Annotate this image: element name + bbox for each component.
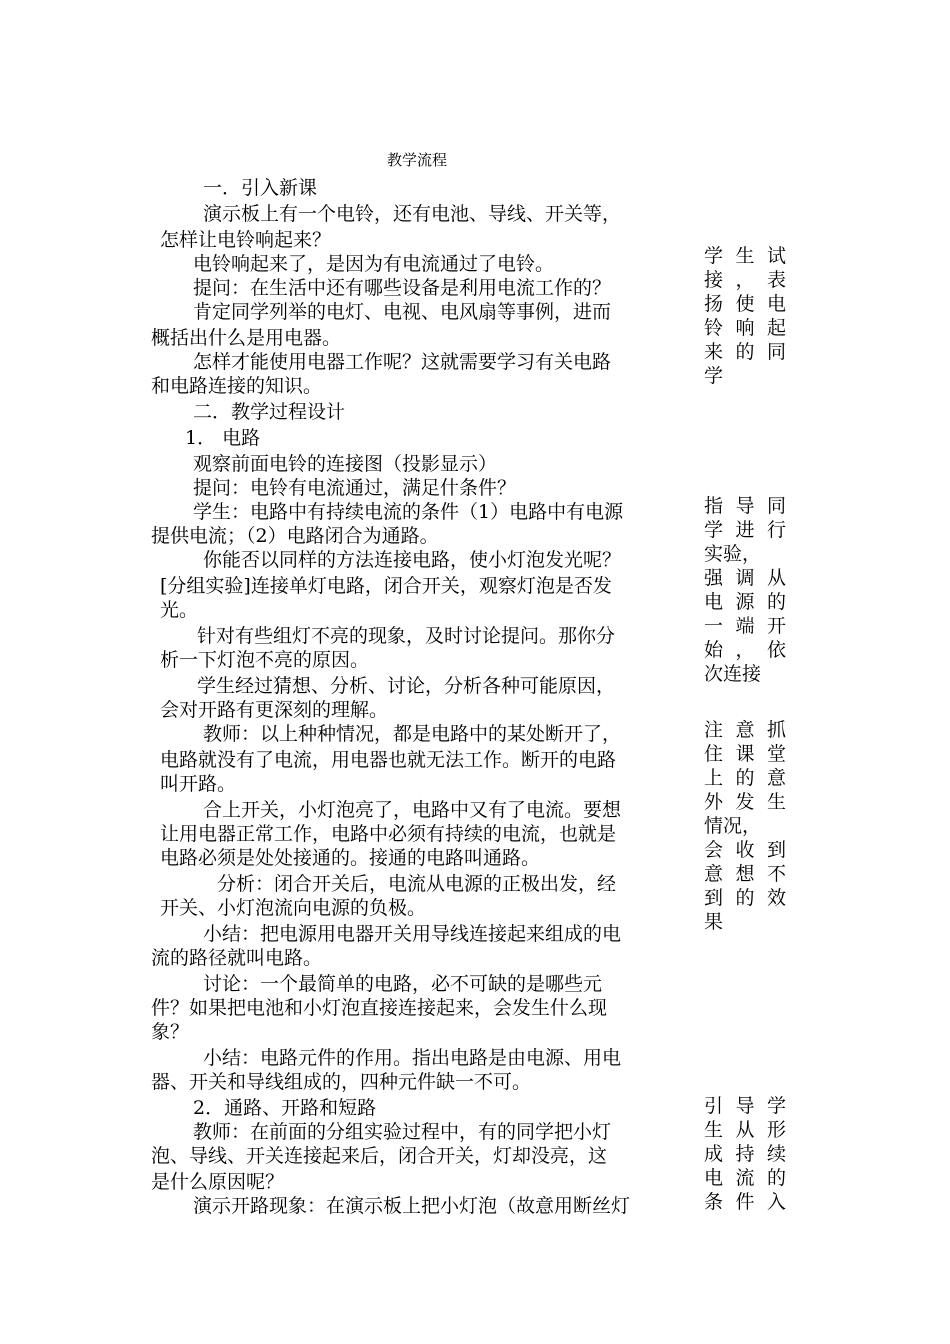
note-line: 意想不 [704, 863, 786, 885]
paragraph-line: 和电路连接的知识。 [151, 375, 323, 397]
note-line: 住课堂 [704, 743, 786, 765]
teaching-note [704, 718, 786, 934]
note-line: 接，表 [704, 269, 786, 291]
note-line: 条件入 [704, 1191, 786, 1213]
paragraph-line: 肯定同学列举的电灯、电视、电风扇等事例，进而 [193, 301, 612, 323]
paragraph-line: 会对开路有更深刻的理解。 [160, 699, 389, 721]
paragraph-line: 你能否以同样的方法连接电路，使小灯泡发光呢？ [203, 549, 622, 571]
paragraph-line: 合上开关，小灯泡亮了，电路中又有了电流。要想 [203, 799, 622, 821]
note-line: 外发生 [704, 791, 786, 813]
paragraph-line: 提问：在生活中还有哪些设备是利用电流工作的？ [193, 277, 612, 299]
note-line: 学进行 [704, 519, 786, 541]
note-line: 电源的 [704, 591, 786, 613]
paragraph-line: 电路必须是处处接通的。接通的电路叫通路。 [160, 847, 541, 869]
note-line: 铃响起 [704, 317, 786, 339]
note-line: 强调从 [704, 567, 786, 589]
paragraph-line: 析一下灯泡不亮的原因。 [160, 649, 370, 671]
paragraph-line: 分析：闭合开关后，电流从电源的正极出发，经 [217, 873, 617, 895]
paragraph-line: 演示板上有一个电铃，还有电池、导线、开关等， [203, 203, 622, 225]
paragraph-line: 小结：把电源用电器开关用导线连接起来组成的电 [203, 923, 622, 945]
subsection-heading: 1． 电路 [185, 427, 261, 449]
teaching-note [704, 494, 786, 686]
paragraph-line: 讨论：一个最简单的电路，必不可缺的是哪些元 [203, 973, 603, 995]
note-line: 到的效 [704, 887, 786, 909]
paragraph-line: 观察前面电铃的连接图（投影显示） [193, 453, 498, 475]
paragraph-line: 电铃响起来了，是因为有电流通过了电铃。 [193, 253, 555, 275]
paragraph-line: 光。 [160, 599, 199, 621]
note-line: 学 [704, 365, 724, 387]
paragraph-line: 电路就没有了电流，用电器也就无法工作。断开的电路 [160, 749, 617, 771]
paragraph-line: 提供电流；（2）电路闭合为通路。 [151, 525, 439, 547]
note-line: 实验， [704, 543, 762, 565]
section-heading: 二．教学过程设计 [193, 401, 346, 423]
paragraph-line: 让用电器正常工作，电路中必须有持续的电流，也就是 [160, 823, 617, 845]
note-line: 指导同 [704, 495, 786, 517]
note-line: 会收到 [704, 839, 786, 861]
teaching-note [704, 1094, 786, 1214]
paragraph-line: 学生经过猜想、分析、讨论，分析各种可能原因， [197, 675, 616, 697]
note-line: 电流的 [704, 1167, 786, 1189]
paragraph-line: 怎样让电铃响起来？ [160, 229, 332, 251]
note-line: 注意抓 [704, 719, 786, 741]
note-line: 始，依 [704, 639, 786, 661]
paragraph-line: 概括出什么是用电器。 [151, 327, 342, 349]
paragraph-line: 流的路径就叫电路。 [151, 947, 323, 969]
paragraph-line: 学生：电路中有持续电流的条件（1）电路中有电源 [193, 501, 624, 523]
note-line: 引导学 [704, 1095, 786, 1117]
paragraph-line: 怎样才能使用电器工作呢？这就需要学习有关电路 [193, 351, 612, 373]
paragraph-line: 演示开路现象：在演示板上把小灯泡（故意用断丝灯 [193, 1195, 631, 1217]
note-line: 来的同 [704, 341, 786, 363]
note-line: 果 [704, 911, 724, 933]
paragraph-line: 小结：电路元件的作用。指出电路是由电源、用电 [203, 1047, 622, 1069]
section-heading: 一．引入新课 [203, 177, 318, 199]
paragraph-line: 是什么原因呢？ [151, 1171, 285, 1193]
paragraph-line: 开关、小灯泡流向电源的负极。 [160, 897, 427, 919]
paragraph-line: 件？如果把电池和小灯泡直接连接起来，会发生什么现 [151, 997, 608, 1019]
paragraph-line: 叫开路。 [160, 773, 237, 795]
note-line: 次连接 [704, 663, 762, 685]
page-title: 教学流程 [386, 151, 447, 169]
note-line: 生从形 [704, 1119, 786, 1141]
note-line: 情况， [704, 815, 762, 837]
paragraph-line: 泡、导线、开关连接起来后，闭合开关，灯却没亮，这 [151, 1145, 608, 1167]
paragraph-line: [分组实验]连接单灯电路，闭合开关，观察灯泡是否发 [160, 575, 612, 597]
note-line: 一端开 [704, 615, 786, 637]
paragraph-line: 针对有些组灯不亮的现象，及时讨论提问。那你分 [197, 625, 616, 647]
note-line: 成持续 [704, 1143, 786, 1165]
teaching-note [704, 244, 786, 388]
paragraph-line: 提问：电铃有电流通过，满足什条件？ [193, 477, 517, 499]
paragraph-line: 器、开关和导线组成的，四种元件缺一不可。 [151, 1071, 532, 1093]
paragraph-line: 象？ [151, 1021, 190, 1043]
note-line: 学生试 [704, 245, 786, 267]
paragraph-line: 教师：在前面的分组实验过程中，有的同学把小灯 [193, 1121, 612, 1143]
note-line: 上的意 [704, 767, 786, 789]
note-line: 扬使电 [704, 293, 786, 315]
paragraph-line: 教师：以上种种情况，都是电路中的某处断开了， [203, 723, 622, 745]
subsection-heading: 2．通路、开路和短路 [193, 1097, 377, 1119]
